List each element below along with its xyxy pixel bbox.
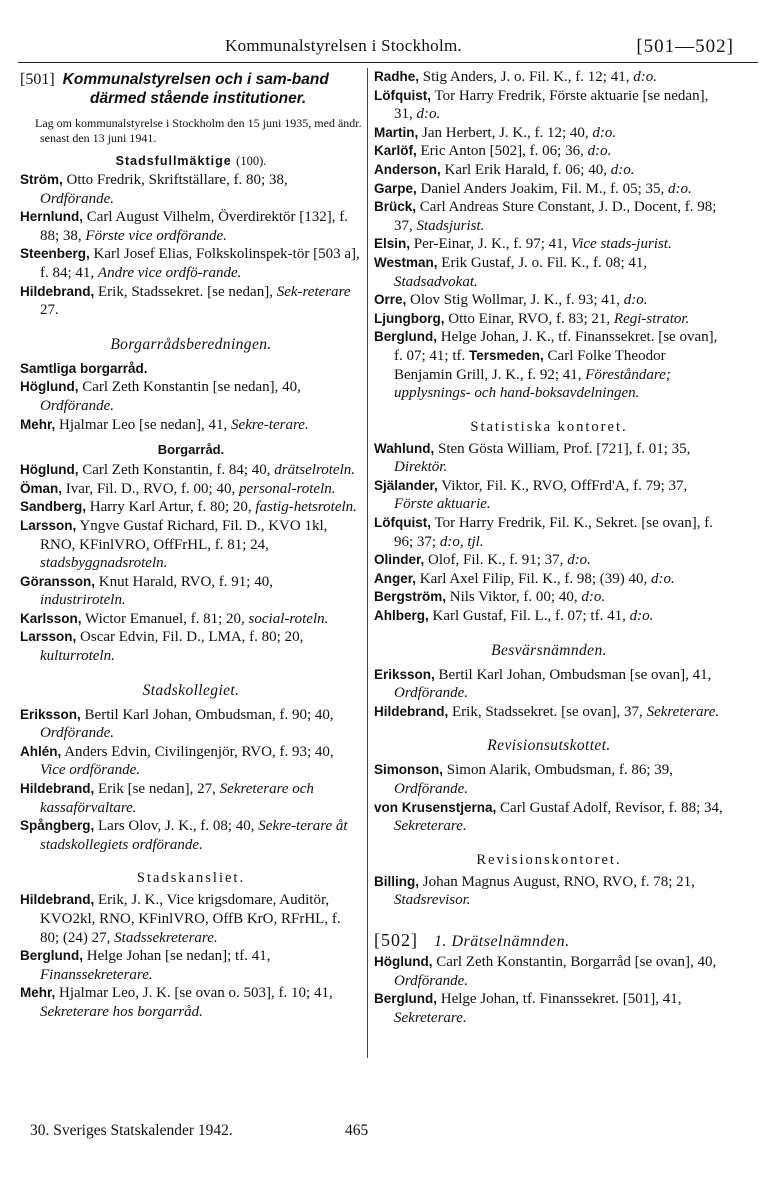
entry-details: Per-Einar, J. K., f. 97; 41, (410, 236, 572, 253)
entry-details: Karl Gustaf, Fil. L., f. 07; tf. 41, (428, 608, 630, 625)
person-name: Berglund, (374, 991, 437, 1007)
list-item (20, 416, 362, 435)
list-item (374, 953, 724, 990)
list-item (374, 198, 724, 235)
list-item (374, 570, 724, 589)
entry-details: Helge Johan [se nedan]; tf. 41, (83, 948, 271, 965)
subheading-statistiska-kontoret: Statistiska kontoret. (470, 418, 628, 435)
person-name: Hildebrand, (20, 892, 95, 908)
person-name: Tersmeden, (469, 347, 544, 363)
law-note: Lag om kommunalstyrelse i Stockholm den 15 juni 1935, med ändr. senast den 13 juni 1941. (35, 116, 362, 145)
list-item (374, 703, 724, 722)
entry-title: personal-roteln. (238, 480, 336, 497)
list-item (374, 254, 724, 291)
entry-details: Ivar, Fil. D., RVO, f. 00; 40, (62, 480, 239, 497)
entry-title: d:o. (633, 69, 657, 85)
list-item (374, 440, 724, 477)
section-number: [501] (20, 71, 55, 88)
entry-title: Sekreterare och kassaförvaltare. (40, 781, 314, 816)
list-item (374, 310, 724, 329)
person-name: Mehr, (20, 416, 56, 432)
entry-title: d:o. (651, 570, 675, 587)
entry-details: Eric Anton [502], f. 06; 36, (416, 143, 588, 160)
note-all-borgarrad: Samtliga borgarråd. (20, 360, 148, 376)
entry-details: Olof, Fil. K., f. 91; 37, (424, 552, 568, 569)
list-item (20, 984, 362, 1021)
list-revisionskontoret (374, 873, 724, 910)
person-name: Sandberg, (20, 499, 87, 515)
list-item (374, 799, 724, 836)
person-name: Hildebrand, (374, 703, 449, 719)
entry-title: Sek-reterare (276, 283, 351, 300)
entry-details: Helge Johan, tf. Finanssekret. [501], 41, (437, 991, 682, 1008)
list-item (374, 142, 724, 161)
list-item (374, 607, 724, 626)
entry-title: d:o. (668, 180, 692, 197)
entry-details: Stig Anders, J. o. Fil. K., f. 12; 41, (419, 69, 634, 85)
entry-title: Finanssekreterare. (40, 966, 153, 983)
entry-title: Sekreterare hos borgarråd. (40, 1003, 203, 1020)
entry-title: Förste vice ordförande. (85, 227, 227, 244)
entry-title: d:o. (610, 161, 635, 178)
entry-title: d:o. (623, 292, 648, 309)
entry-details: Karl Erik Harald, f. 06; 40, (440, 161, 611, 178)
entry-details: Oscar Edvin, Fil. D., LMA, f. 80; 20, (76, 629, 304, 646)
entry-details: Carl Zeth Konstantin, Borgarråd [se ovan], 40, (432, 953, 717, 970)
list-borgarrad (20, 461, 362, 666)
person-name: Hildebrand, (20, 781, 95, 797)
list-stadsfullmaktige (20, 171, 362, 320)
page-number: 465 (345, 1122, 369, 1139)
list-item (20, 480, 362, 499)
entry-title: Stadsadvokat. (394, 273, 478, 290)
list-item (374, 666, 724, 703)
list-item (374, 68, 724, 87)
person-name: Spångberg, (20, 818, 95, 834)
entry-title: social-roteln. (248, 610, 329, 627)
entry-title: Andre vice ordfö-rande. (97, 264, 242, 281)
person-name: Hildebrand, (20, 283, 95, 299)
entry-title: fastig-hetsroteln. (255, 499, 357, 516)
entry-title: Ordförande. (394, 972, 469, 989)
person-name: Martin, (374, 124, 419, 140)
list-item (20, 498, 362, 517)
entry-title: kulturroteln. (40, 648, 115, 665)
person-name: Garpe, (374, 180, 417, 196)
entry-title: drätselroteln. (274, 462, 355, 479)
entry-details: Erik Gustaf, J. o. Fil. K., f. 08; 41, (437, 254, 648, 271)
section-number: [502] (374, 929, 418, 950)
list-item (374, 551, 724, 570)
entry-details: Anders Edvin, Civilingenjör, RVO, f. 93; 40, (61, 743, 334, 760)
list-stadskansliet-cont (374, 68, 724, 403)
list-borgarradsberedningen (20, 378, 362, 434)
entry-details: Carl August Vilhelm, Överdirektör [132], f. 88; 38, (40, 209, 349, 244)
list-item (374, 990, 724, 1027)
entry-details: 27. (40, 302, 59, 319)
left-column (20, 68, 362, 1022)
entry-title: Stadsrevisor. (394, 892, 471, 909)
entry-details: Olov Stig Wollmar, J. K., f. 93; 41, (406, 292, 624, 309)
entry-title: Ordförande. (40, 190, 115, 207)
person-name: Eriksson, (374, 666, 435, 682)
entry-details: Carl Andreas Sture Constant, J. D., Docent, f. 98; 37, (394, 199, 717, 234)
entry-details: Daniel Anders Joakim, Fil. M., f. 05; 35, (416, 180, 669, 197)
person-name: Berglund, (374, 329, 437, 345)
person-name: Höglund, (20, 462, 79, 478)
entry-details: Tor Harry Fredrik, Förste aktuarie [se nedan], 31, (394, 87, 709, 123)
list-item (374, 477, 724, 514)
entry-details: Karl Axel Filip, Fil. K., f. 98; (39) 40, (416, 570, 652, 587)
entry-details: Harry Karl Artur, f. 80; 20, (86, 499, 256, 516)
section-range: [501—502] (636, 36, 734, 57)
list-item (374, 873, 724, 910)
entry-title: Sekre-terare. (231, 416, 309, 433)
list-item (374, 291, 724, 310)
person-name: Eriksson, (20, 706, 81, 722)
person-name: Löfquist, (374, 87, 431, 103)
entry-details: Otto Fredrik, Skriftställare, f. 80; 38, (62, 172, 288, 188)
list-item (374, 180, 724, 199)
list-item (374, 514, 724, 551)
list-item (20, 245, 362, 282)
entry-details: Erik, J. K., Vice krigsdomare, Auditör, KVO2kl, RNO, KFinlVRO, OffB KrO, RFrHL, f. 80; (24) 27, (40, 892, 341, 946)
entry-title: Sekre-terare åt stadskollegiets ordförande. (40, 818, 348, 853)
list-item (20, 780, 362, 817)
entry-details: Johan Magnus August, RNO, RVO, f. 78; 21, (419, 873, 695, 890)
section-heading-502 (374, 930, 724, 951)
entry-details: Hjalmar Leo, J. K. [se ovan o. 503], f. 10; 41, (55, 985, 333, 1002)
list-dratselnamnden (374, 953, 724, 1027)
section-title: 1. Drätselnämnden. (434, 932, 570, 950)
entry-details: Carl Gustaf Adolf, Revisor, f. 88; 34, (496, 799, 723, 816)
entry-details: Sten Gösta William, Prof. [721], f. 01; 35, (434, 440, 691, 457)
entry-details: Lars Olov, J. K., f. 08; 40, (94, 818, 259, 835)
entry-details: Nils Viktor, f. 00; 40, (446, 589, 582, 606)
person-name: Ström, (20, 172, 63, 187)
person-name: Karlsson, (20, 610, 82, 626)
subheading-stadskollegiet: Stadskollegiet. (142, 681, 240, 699)
list-item (374, 761, 724, 798)
entry-title: Stadsjurist. (416, 217, 485, 234)
entry-title: d:o, tjl. (439, 533, 484, 550)
list-item (20, 706, 362, 743)
list-besvarsnamnden (374, 666, 724, 722)
entry-title: d:o. (416, 106, 441, 123)
entry-details: Erik, Stadssekret. [se ovan], 37, (448, 703, 647, 720)
subheading-besvarsnamnden: Besvärsnämnden. (491, 641, 607, 659)
list-item (374, 235, 724, 254)
list-item (20, 208, 362, 245)
list-item (374, 328, 724, 402)
list-item (374, 87, 724, 124)
subheading-revisionsutskottet: Revisionsutskottet. (487, 737, 611, 755)
person-name: Billing, (374, 873, 419, 889)
entry-details: Viktor, Fil. K., RVO, OffFrd'A, f. 79; 37, (437, 477, 688, 494)
entry-details: Erik [se nedan], 27, (94, 781, 220, 798)
subheading-stadskansliet: Stadskansliet. (136, 870, 246, 887)
list-stadskollegiet (20, 706, 362, 855)
subheading-stadsfullmaktige: Stadsfullmäktige (100). (115, 154, 267, 168)
person-name: Larsson, (20, 629, 77, 645)
entry-details: Simon Alarik, Ombudsman, f. 86; 39, (443, 762, 674, 779)
person-name: Själander, (374, 477, 438, 493)
running-title: Kommunalstyrelsen i Stockholm. (225, 36, 463, 55)
entry-title: stadsbyggnadsroteln. (40, 555, 168, 572)
entry-title: Stadssekreterare. (114, 929, 218, 946)
person-name: Öman, (20, 480, 63, 496)
entry-details: Hjalmar Leo [se nedan], 41, (55, 416, 232, 433)
person-name: Anderson, (374, 161, 441, 177)
entry-details: Erik, Stadssekret. [se nedan], (94, 283, 277, 300)
entry-details: Karl Josef Elias, Folkskolinspek-tör [503 a], f. 84; 41, (40, 246, 360, 281)
entry-details: Wictor Emanuel, f. 81; 20, (81, 610, 249, 627)
entry-title: Direktör. (394, 459, 448, 476)
entry-title: Ordförande. (394, 781, 469, 797)
entry-details: Otto Einar, RVO, f. 83; 21, (444, 310, 614, 327)
list-stadskansliet (20, 891, 362, 1021)
entry-title: Sekreterare. (646, 703, 720, 720)
subheading-borgarrad: Borgarråd. (157, 442, 225, 458)
entry-details: Yngve Gustaf Richard, Fil. D., KVO 1kl, RNO, KFinlVRO, OffFrHL, f. 81; 24, (40, 517, 328, 553)
list-item (20, 283, 362, 320)
entry-title: industriroteln. (40, 592, 126, 609)
column-divider (367, 68, 368, 1058)
person-name: Elsin, (374, 236, 411, 252)
entry-details: Jan Herbert, J. K., f. 12; 40, (418, 124, 593, 141)
entry-details: Carl Zeth Konstantin, f. 84; 40, (78, 462, 275, 479)
list-item (20, 378, 362, 415)
header-rule (18, 62, 758, 63)
entry-details: Bertil Karl Johan, Ombudsman, f. 90; 40, (80, 706, 334, 723)
entry-title: Sekreterare. (394, 1009, 467, 1026)
person-name: Mehr, (20, 985, 56, 1001)
entry-title: Sekreterare. (394, 818, 467, 835)
person-name: Wahlund, (374, 440, 435, 456)
person-name: Karlöf, (374, 143, 417, 159)
list-item (20, 743, 362, 780)
entry-title: d:o. (629, 608, 654, 625)
right-column (374, 68, 724, 1027)
section-heading-501 (20, 70, 362, 108)
entry-title: d:o. (567, 552, 591, 569)
person-name: Radhe, (374, 69, 420, 84)
person-name: Löfquist, (374, 515, 431, 531)
entry-title: Regi-strator. (613, 310, 690, 327)
subheading-borgarradsberedningen: Borgarrådsberedningen. (110, 335, 272, 353)
entry-title: d:o. (587, 143, 612, 160)
entry-title: Föreståndare; upplysnings- och hand-boksavdelningen. (394, 366, 671, 402)
person-name: Höglund, (374, 953, 433, 969)
person-name: Ahlén, (20, 743, 62, 759)
list-item (374, 588, 724, 607)
person-name: Ahlberg, (374, 608, 429, 624)
person-name: Steenberg, (20, 246, 90, 262)
entry-title: Ordförande. (40, 725, 115, 742)
entry-title: Vice ordförande. (40, 762, 140, 779)
list-item (20, 891, 362, 947)
list-item (20, 817, 362, 854)
entry-title: d:o. (592, 124, 617, 141)
entry-title: Förste aktuarie. (394, 496, 491, 513)
list-item (20, 171, 362, 208)
entry-title: Ordförande. (40, 397, 115, 414)
entry-details: Tor Harry Fredrik, Fil. K., Sekret. [se ovan], f. 96; 37; (394, 515, 713, 550)
entry-details: Helge Johan, J. K., tf. Finanssekret. [se ovan], f. 07; 41; tf. (394, 329, 718, 364)
person-name: Berglund, (20, 948, 83, 964)
list-item (20, 947, 362, 984)
list-item (20, 610, 362, 629)
list-item (374, 161, 724, 180)
section-title: Kommunalstyrelsen och i sam-band därmed stående institutioner. (62, 71, 329, 107)
entry-title: d:o. (581, 589, 606, 606)
footer-signature: 30. Sveriges Statskalender 1942. (30, 1122, 233, 1139)
entry-details: Carl Folke Theodor Benjamin Grill, J. K., f. 92; 41, (394, 347, 666, 383)
person-name: Göransson, (20, 573, 96, 589)
person-name: Bergström, (374, 589, 447, 605)
person-name: Höglund, (20, 379, 79, 395)
list-item (20, 461, 362, 480)
person-name: Hernlund, (20, 209, 83, 225)
entry-details: Carl Zeth Konstantin [se nedan], 40, (78, 379, 301, 396)
person-name: Simonson, (374, 762, 444, 778)
subheading-revisionskontoret: Revisionskontoret. (476, 851, 622, 868)
list-item (374, 124, 724, 143)
entry-title: Vice stads-jurist. (571, 236, 672, 253)
person-name: Olinder, (374, 552, 425, 568)
entry-details: Knut Harald, RVO, f. 91; 40, (95, 573, 273, 590)
person-name: Larsson, (20, 517, 77, 533)
person-name: Brück, (374, 199, 417, 215)
list-item (20, 628, 362, 665)
list-item (20, 517, 362, 573)
list-statistiska-kontoret (374, 440, 724, 626)
person-name: Westman, (374, 254, 438, 270)
list-revisionsutskottet (374, 761, 724, 835)
entry-details: Bertil Karl Johan, Ombudsman [se ovan], 41, (434, 666, 712, 683)
person-name: von Krusenstjerna, (374, 799, 497, 815)
person-name: Anger, (374, 570, 417, 586)
person-name: Ljungborg, (374, 310, 445, 326)
person-name: Orre, (374, 292, 407, 308)
entry-title: Ordförande. (394, 685, 469, 702)
list-item (20, 573, 362, 610)
